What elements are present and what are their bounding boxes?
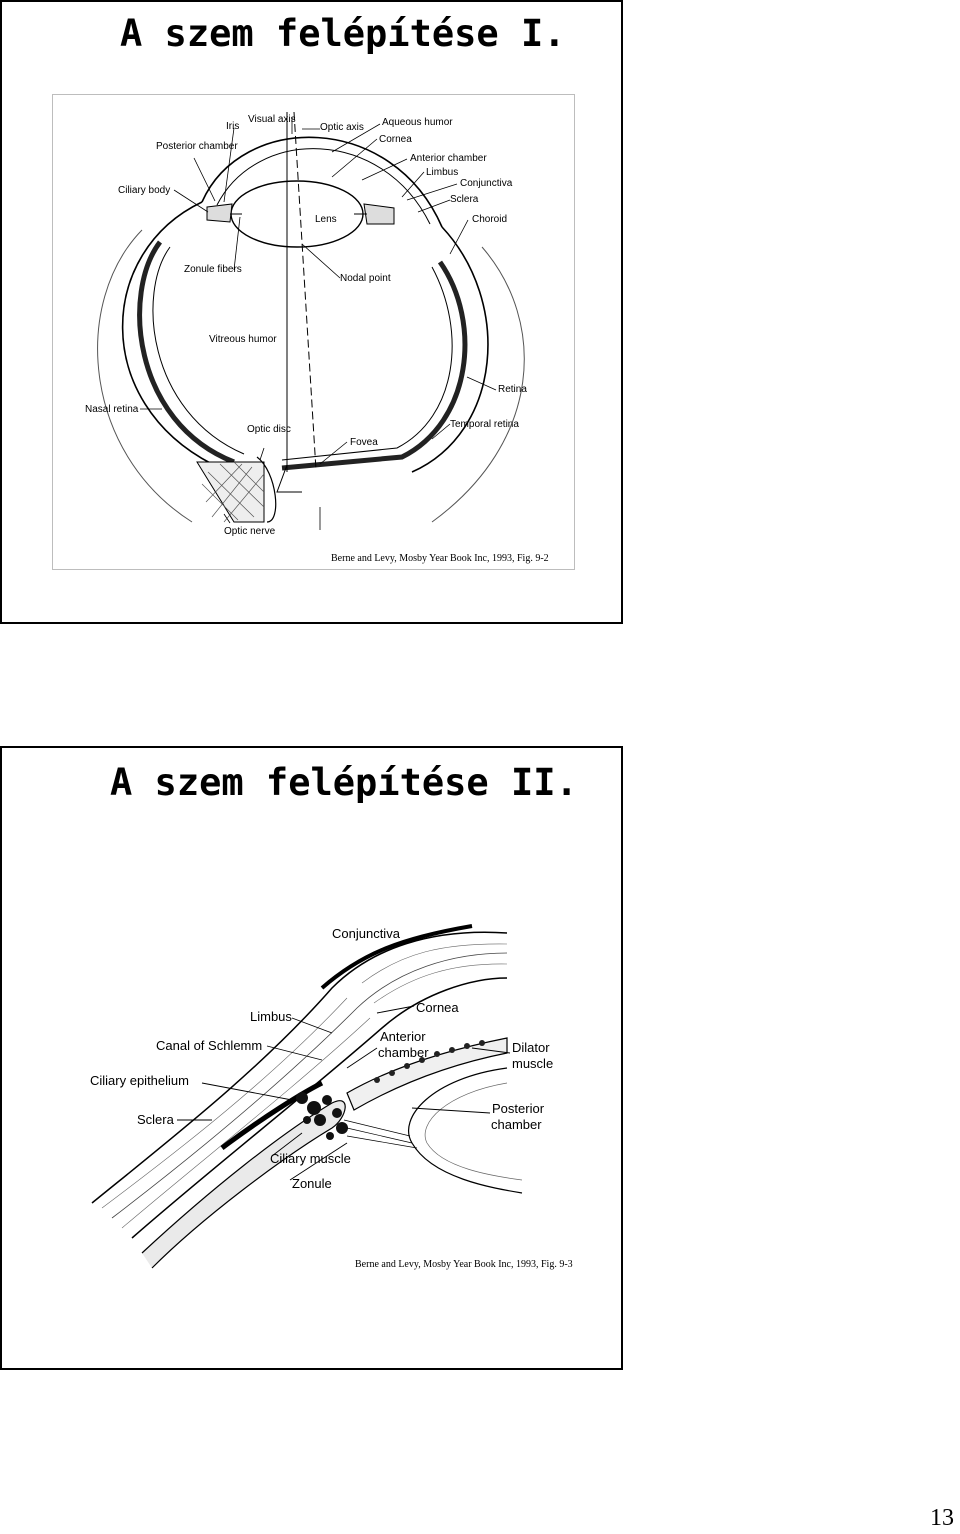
label-anterior-chamber-2: chamber	[378, 1045, 429, 1060]
label-optic-axis: Optic axis	[320, 122, 364, 133]
label-cornea: Cornea	[379, 134, 412, 145]
label-sclera: Sclera	[450, 194, 479, 205]
slide-2	[0, 746, 623, 1370]
label-posterior-chamber: Posterior chamber	[156, 141, 238, 152]
label-temporal-retina: Temporal retina	[450, 419, 519, 430]
label-canal-of-schlemm: Canal of Schlemm	[156, 1038, 263, 1053]
label-ciliary-body: Ciliary body	[118, 185, 171, 196]
label-anterior-chamber-1: Anterior	[380, 1029, 426, 1044]
label-optic-nerve: Optic nerve	[224, 526, 276, 537]
label-conjunctiva: Conjunctiva	[460, 178, 513, 189]
label-dilator-muscle-2: muscle	[512, 1056, 554, 1071]
label-iris: Iris	[226, 121, 240, 132]
label-zonule: Zonule	[292, 1176, 332, 1191]
slide-title: A szem felépítése I.	[120, 12, 566, 55]
page-number: 13	[930, 1505, 954, 1531]
label-optic-disc: Optic disc	[247, 424, 291, 435]
label-choroid: Choroid	[472, 214, 508, 225]
slide-title: A szem felépítése II.	[110, 761, 578, 804]
label-dilator-muscle-1: Dilator	[512, 1040, 550, 1055]
label-vitreous-humor: Vitreous humor	[209, 334, 277, 345]
label-lens: Lens	[315, 214, 337, 225]
label-posterior-chamber-1: Posterior	[492, 1101, 545, 1116]
limbus-detail-diagram	[2, 748, 625, 1372]
label-fovea: Fovea	[350, 437, 378, 448]
label-posterior-chamber-2: chamber	[491, 1117, 542, 1132]
label-retina: Retina	[498, 384, 527, 395]
label-conjunctiva: Conjunctiva	[332, 926, 400, 941]
label-nodal-point: Nodal point	[340, 273, 391, 284]
label-aqueous-humor: Aqueous humor	[382, 117, 453, 128]
label-ciliary-muscle: Ciliary muscle	[270, 1151, 351, 1166]
label-limbus: Limbus	[426, 167, 459, 178]
label-cornea: Cornea	[416, 1000, 459, 1015]
label-ciliary-epithelium: Ciliary epithelium	[90, 1073, 189, 1088]
label-visual-axis: Visual axis	[248, 114, 296, 125]
label-anterior-chamber: Anterior chamber	[410, 153, 487, 164]
label-limbus: Limbus	[250, 1009, 292, 1024]
label-zonule-fibers: Zonule fibers	[184, 264, 242, 275]
label-nasal-retina: Nasal retina	[85, 404, 139, 415]
figure-credit: Berne and Levy, Mosby Year Book Inc, 1993, Fig. 9-3	[355, 1259, 573, 1270]
slide-1	[0, 0, 623, 624]
label-sclera: Sclera	[137, 1112, 174, 1127]
figure-credit: Berne and Levy, Mosby Year Book Inc, 1993, Fig. 9-2	[331, 553, 549, 564]
eye-figure-frame	[52, 94, 575, 570]
